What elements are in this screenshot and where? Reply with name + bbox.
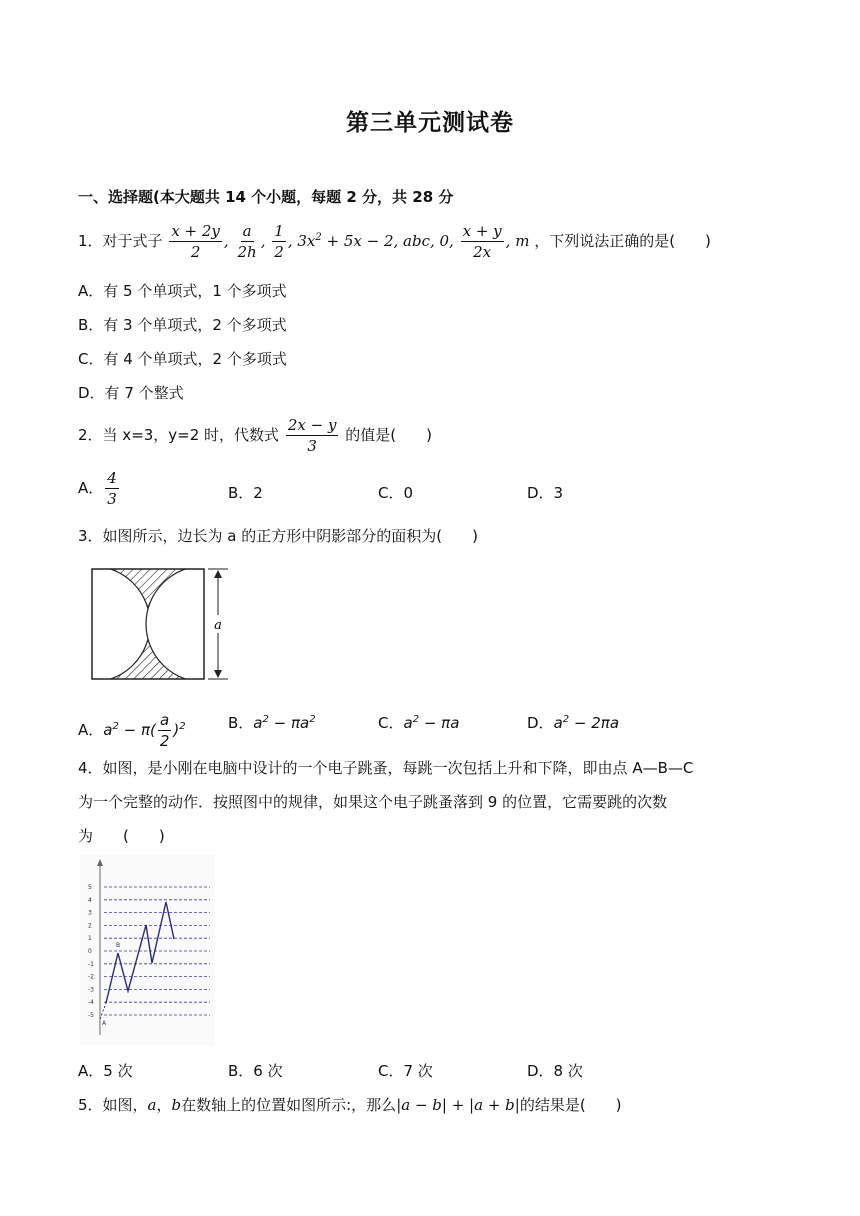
tick-label: -5 [88,1012,94,1019]
tick-label: 2 [88,922,92,930]
q4-option-a: A．5 次 [78,1062,133,1080]
q2-option-b: B．2 [228,484,263,502]
question-4-line2: 为一个完整的动作．按照图中的规律，如果这个电子跳蚤落到 9 的位置，它需要跳的次数 [78,793,668,811]
question-1: 1．对于式子 $\frac{x + 2y}{2}$ , $\frac{a}{2h}$ , $\frac{1}{2}$ , $3x^2 + 5x - 2$, abc, 0, $\frac{x + y}{2x}$ , m ，下列说法正确的是( ) [78,222,711,261]
tick-label: 4 [88,896,92,904]
q1-frac3: $\frac{1}{2}$ [274,222,284,261]
question-4-line3: 为 ( ) [78,827,165,845]
tick-label: 0 [88,948,92,955]
q1-option-d: D．有 7 个整式 [78,384,184,402]
q1-frac1: $\frac{x + 2y}{2}$ [171,222,220,261]
question-4-line1: 4．如图，是小刚在电脑中设计的一个电子跳蚤，每跳一次包括上升和下降，即由点 A—B—C [78,759,694,777]
tick-label: 1 [88,935,92,943]
tick-label: 3 [88,909,92,917]
q2-prefix: 2．当 x=3，y=2 时，代数式 [78,426,280,444]
q3-option-d: D．$a^2 - 2\pi a$ [527,714,620,732]
side-label: a [214,618,222,633]
q3-option-b: B．$a^2 - \pi a^2$ [228,714,316,732]
q3-option-c: C．$a^2 - \pi a$ [378,714,460,732]
q1-frac4: $\frac{x + y}{2x}$ [462,222,502,261]
q4-option-c: C．7 次 [378,1062,433,1080]
q2-suffix: 的值是( ) [345,426,432,444]
q2-frac: $\frac{2x - y}{3}$ [287,416,337,455]
tick-label: -2 [88,973,94,981]
q1-option-a: A．有 5 个单项式，1 个多项式 [78,282,287,300]
tick-label: 5 [88,884,92,891]
question-3: 3．如图所示，边长为 a 的正方形中阴影部分的面积为( ) [78,527,478,545]
point-a-label: A [102,1020,107,1027]
q2-option-d: D．3 [527,484,564,502]
q2-option-a: A． $\frac{4}{3}$ [78,469,117,508]
q1-frac2: $\frac{a}{2h}$ [237,222,257,261]
q1-option-b: B．有 3 个单项式，2 个多项式 [78,316,287,334]
page-title: 第三单元测试卷 [346,110,514,136]
q2-option-c: C．0 [378,484,414,502]
q3-option-a: A．$a^2 - \pi$( $\frac{a}{2}$ )$^2$ [78,711,186,750]
question-5: 5．如图，a，b在数轴上的位置如图所示:，那么|a − b| + |a + b|的结果是( ) [78,1096,622,1114]
q4-option-d: D．8 次 [527,1062,583,1080]
section-heading: 一、选择题(本大题共 14 个小题，每题 2 分，共 28 分 [78,188,454,206]
question-2 [78,415,432,456]
q1-option-c: C．有 4 个单项式，2 个多项式 [78,350,287,368]
q1-suffix: ，下列说法正确的是( ) [534,232,711,250]
tick-label: -3 [88,986,94,994]
point-b-label: B [116,942,121,949]
tick-label: -1 [88,960,94,968]
q4-figure [80,855,215,1045]
q3-figure [88,563,238,683]
q1-prefix: 1．对于式子 [78,232,163,250]
q4-option-b: B．6 次 [228,1062,283,1080]
tick-label: -4 [88,999,94,1007]
